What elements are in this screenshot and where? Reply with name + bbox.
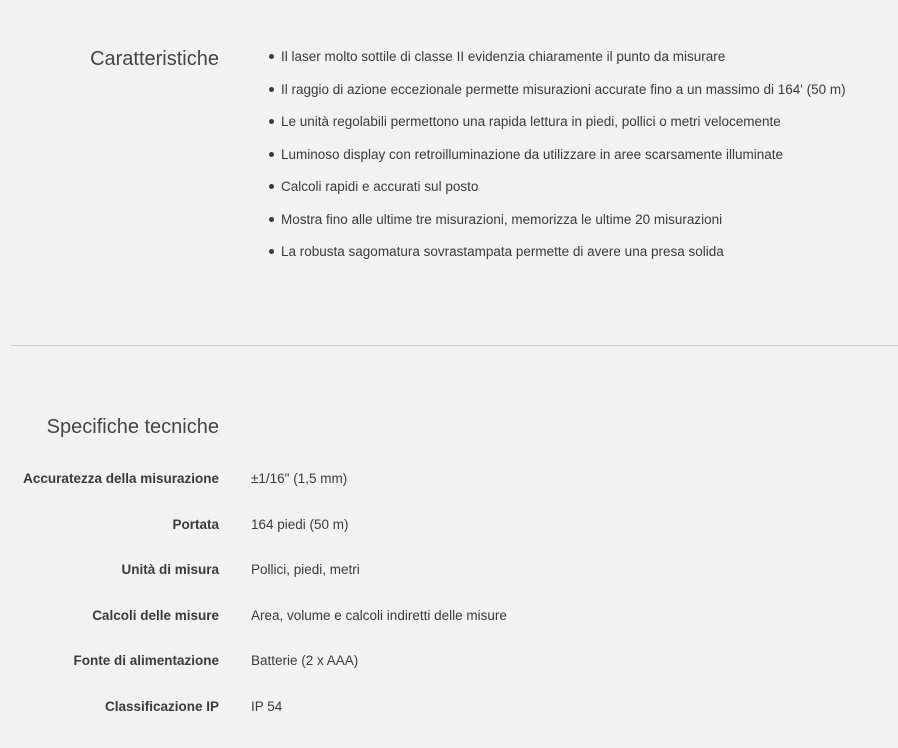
features-heading: Caratteristiche	[90, 48, 219, 70]
spec-label: Unità di misura	[121, 562, 219, 577]
specs-heading: Specifiche tecniche	[46, 416, 219, 438]
spec-label: Portata	[172, 516, 219, 532]
spec-value: Pollici, piedi, metri	[251, 562, 360, 577]
features-list	[268, 47, 846, 275]
spec-label: Fonte di alimentazione	[73, 653, 219, 668]
feature-item: Mostra fino alle ultime tre misurazioni, memorizza le ultime 20 misurazioni	[268, 210, 846, 243]
feature-item: Le unità regolabili permettono una rapida lettura in piedi, pollici o metri velocemente	[268, 112, 846, 145]
spec-row-power-source	[0, 648, 898, 694]
spec-row-range	[0, 512, 898, 558]
spec-row-ip-rating	[0, 694, 898, 740]
feature-item: Calcoli rapidi e accurati sul posto	[268, 177, 846, 210]
spec-value: ±1/16" (1,5 mm)	[251, 471, 348, 486]
spec-row-units	[0, 557, 898, 603]
spec-value: 164 piedi (50 m)	[251, 516, 349, 532]
features-section	[0, 0, 898, 345]
feature-item: Il laser molto sottile di classe II evidenzia chiaramente il punto da misurare	[268, 47, 846, 80]
spec-row-accuracy	[0, 466, 898, 512]
specs-table	[0, 466, 898, 739]
section-divider	[11, 345, 898, 346]
spec-value: IP 54	[251, 698, 283, 714]
feature-item: La robusta sagomatura sovrastampata permette di avere una presa solida	[268, 242, 846, 275]
feature-item: Luminoso display con retroilluminazione da utilizzare in aree scarsamente illuminate	[268, 145, 846, 178]
spec-row-calculations	[0, 603, 898, 649]
feature-item: Il raggio di azione eccezionale permette misurazioni accurate fino a un massimo di 164' (50 m)	[268, 80, 846, 113]
spec-value: Area, volume e calcoli indiretti delle misure	[251, 607, 507, 623]
spec-label: Calcoli delle misure	[92, 607, 219, 623]
spec-value: Batterie (2 x AAA)	[251, 653, 359, 668]
spec-label: Classificazione IP	[104, 698, 219, 714]
spec-label: Accuratezza della misurazione	[23, 471, 219, 486]
